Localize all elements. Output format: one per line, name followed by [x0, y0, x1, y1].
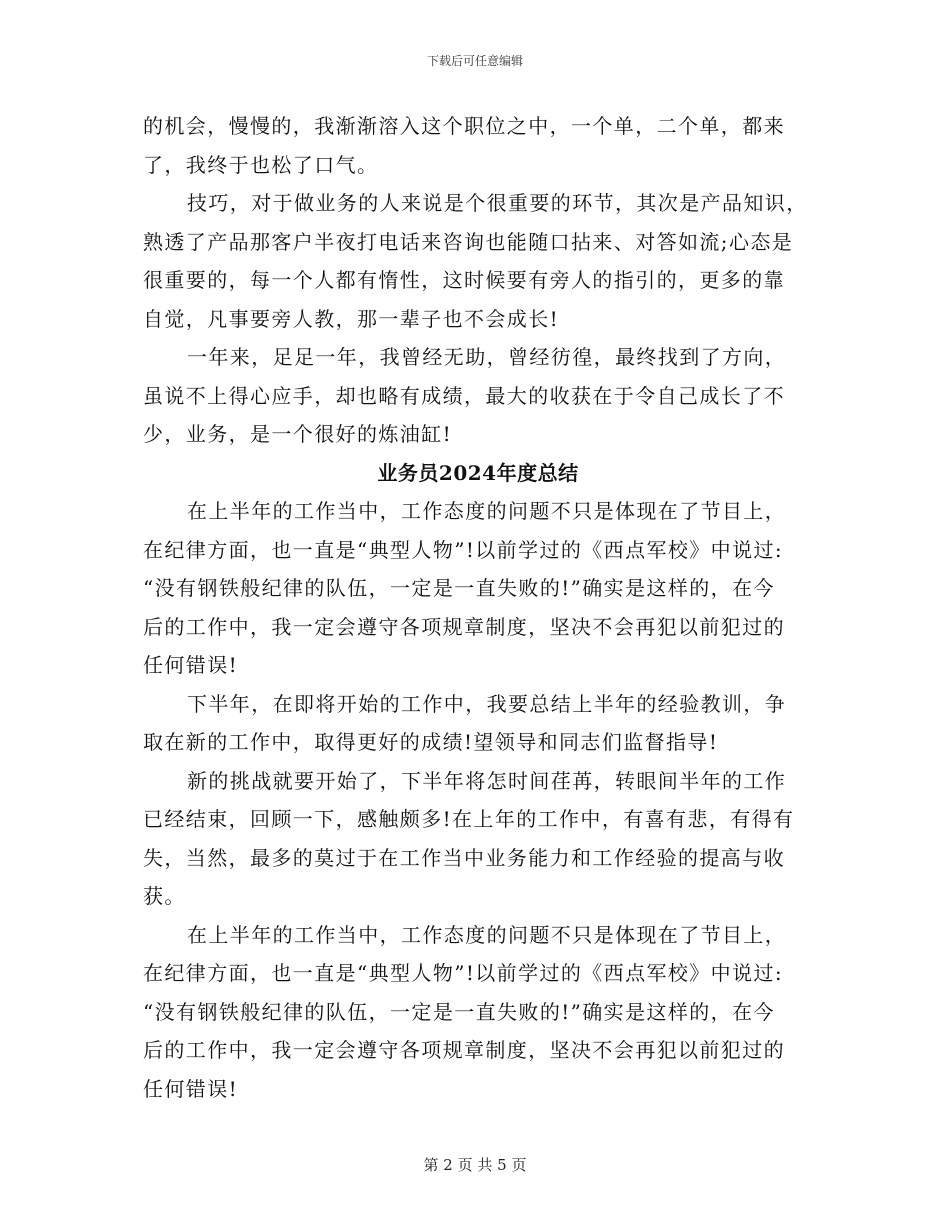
section-title: 业务员2024年度总结	[377, 460, 579, 485]
body-text-line: 已经结束，回顾一下，感触颇多!在上年的工作中，有喜有悲，有得有	[143, 807, 795, 831]
body-text-line: 技巧，对于做业务的人来说是个很重要的环节，其次是产品知识，	[187, 191, 808, 215]
body-text-line: 少，业务，是一个很好的炼油缸!	[143, 422, 453, 446]
body-text-line: 任何错误!	[143, 1076, 239, 1101]
body-text-line: 虽说不上得心应手，却也略有成绩，最大的收获在于令自己成长了不	[143, 383, 785, 408]
body-text-line: 获。	[143, 884, 186, 908]
document-body	[143, 107, 813, 1108]
body-text-line: 一年来，足足一年，我曾经无助，曾经彷徨，最终找到了方向，	[187, 345, 787, 369]
body-text-line: 了，我终于也松了口气。	[143, 152, 379, 177]
body-text-line: “没有钢铁般纪律的队伍，一定是一直失败的!”确实是这样的，在今	[143, 999, 775, 1024]
body-text-line: 在纪律方面，也一直是“典型人物”!以前学过的《西点军校》中说过:	[143, 961, 784, 985]
body-text-line: 的机会，慢慢的，我渐渐溶入这个职位之中，一个单，二个单，都来	[143, 114, 785, 138]
body-text-line: 下半年，在即将开始的工作中，我要总结上半年的经验教训，争	[187, 691, 787, 716]
body-text-line: 自觉，凡事要旁人教，那一辈子也不会成长!	[143, 306, 560, 331]
page-header: 下载后可任意编辑	[426, 54, 523, 68]
body-text-line: 取在新的工作中，取得更好的成绩!望领导和同志们监督指导!	[143, 730, 719, 754]
body-text-line: 在上半年的工作当中，工作态度的问题不只是体现在了节目上，	[187, 499, 787, 523]
body-text-line: 后的工作中，我一定会遵守各项规章制度，坚决不会再犯以前犯过的	[143, 1038, 785, 1062]
body-text-line: 新的挑战就要开始了，下半年将怎时间荏苒，转眼间半年的工作	[187, 768, 787, 793]
body-text-line: 后的工作中，我一定会遵守各项规章制度，坚决不会再犯以前犯过的	[143, 614, 785, 639]
body-text-line: 熟透了产品那客户半夜打电话来咨询也能随口拈来、对答如流;心态是	[143, 229, 794, 254]
body-text-line: 失，当然，最多的莫过于在工作当中业务能力和工作经验的提高与收	[143, 845, 785, 870]
page-footer: 第 2 页 共 5 页	[423, 1156, 527, 1174]
body-text-line: 在纪律方面，也一直是“典型人物”!以前学过的《西点军校》中说过:	[143, 537, 784, 562]
body-text-line: 任何错误!	[143, 653, 239, 677]
body-text-line: 在上半年的工作当中，工作态度的问题不只是体现在了节目上，	[187, 922, 787, 947]
body-text-line: 很重要的，每一个人都有惰性，这时候要有旁人的指引的，更多的靠	[143, 268, 785, 292]
body-text-line: “没有钢铁般纪律的队伍，一定是一直失败的!”确实是这样的，在今	[143, 576, 775, 600]
